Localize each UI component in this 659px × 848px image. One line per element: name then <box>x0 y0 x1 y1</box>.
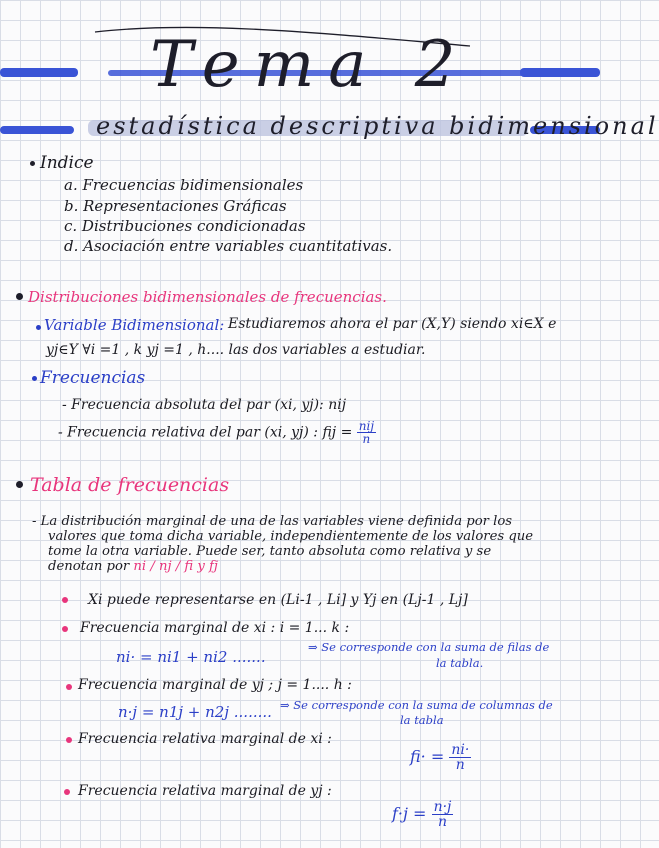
bullet-dot <box>64 789 70 795</box>
frecuencia-marginal-xi: Frecuencia marginal de xi : i = 1... k : <box>80 620 350 636</box>
bullet-dot <box>62 597 68 603</box>
page-subtitle: estadística descriptiva bidimensional <box>96 112 659 140</box>
fraction-numerator: nij <box>358 419 375 433</box>
tabla-paragraph-line-1: - La distribución marginal de una de las variables viene definida por los <box>32 514 513 529</box>
frecuencia-marginal-yj-note-2: la tabla <box>400 713 444 727</box>
bullet-dot <box>36 325 41 330</box>
variable-text-1: Estudiaremos ahora el par (X,Y) siendo xi∈X e <box>228 316 557 332</box>
indice-item-c: c. Distribuciones condicionadas <box>64 217 306 235</box>
page-title: Tema 2 <box>150 28 470 102</box>
fraction-denominator: n <box>455 757 465 773</box>
denotan-symbols: ni / nj / fi y fj <box>133 559 218 574</box>
frecuencia-marginal-xi-formula: ni· = ni1 + ni2 ....... <box>116 648 266 666</box>
fraction-denominator: n <box>362 432 371 446</box>
frecuencia-relativa-marginal-yj: Frecuencia relativa marginal de yj : <box>78 783 332 799</box>
variable-label: Variable Bidimensional: <box>44 316 225 334</box>
denotan-prefix: denotan por <box>48 559 130 574</box>
tabla-paragraph-line-2: valores que toma dicha variable, independientemente de los valores que <box>48 529 534 544</box>
formula-lhs: fi· = <box>410 747 445 766</box>
frecuencia-relativa-marginal-yj-formula <box>392 800 453 829</box>
bullet-dot <box>32 376 37 381</box>
frecuencia-relativa-text: - Frecuencia relativa del par (xi, yj) : fij = <box>58 424 353 441</box>
frecuencia-marginal-xi-note-1: ⇒ Se corresponde con la suma de filas de <box>308 640 550 654</box>
bullet-dot <box>16 293 23 300</box>
fraction-denominator: n <box>437 814 447 830</box>
indice-item-a: a. Frecuencias bidimensionales <box>64 176 304 194</box>
fraction-numerator: n·j <box>433 799 452 815</box>
formula-fraction <box>449 743 471 772</box>
indice-item-d: d. Asociación entre variables cuantitativas. <box>64 237 393 255</box>
bullet-dot <box>30 161 35 166</box>
frecuencia-marginal-yj-note-1: ⇒ Se corresponde con la suma de columnas de <box>280 698 553 712</box>
frecuencia-marginal-yj: Frecuencia marginal de yj ; j = 1.... h : <box>78 677 352 693</box>
bullet-dot <box>62 626 68 632</box>
title-band-left <box>0 68 78 77</box>
bullet-dot <box>16 481 23 488</box>
tabla-paragraph-line-4 <box>48 559 218 574</box>
formula-fraction <box>432 800 454 829</box>
bullet-dot <box>66 737 72 743</box>
indice-item-b: b. Representaciones Gráficas <box>64 197 287 215</box>
frecuencia-relativa <box>58 420 376 445</box>
frecuencia-relativa-fraction <box>357 420 376 445</box>
frecuencia-relativa-marginal-xi: Frecuencia relativa marginal de xi : <box>78 731 332 747</box>
formula-lhs: f·j = <box>392 804 427 823</box>
frecuencia-marginal-yj-formula: n·j = n1j + n2j ........ <box>118 703 272 721</box>
indice-label: Indice <box>40 153 94 173</box>
subtitle-band-left <box>0 126 74 134</box>
title-band-right <box>520 68 600 77</box>
section-heading-tabla: Tabla de frecuencias <box>30 474 230 496</box>
frecuencia-relativa-marginal-xi-formula <box>410 743 471 772</box>
section-heading-distribuciones: Distribuciones bidimensionales de frecuencias. <box>28 288 387 306</box>
frecuencias-label: Frecuencias <box>40 368 146 388</box>
tabla-paragraph-line-3: tome la otra variable. Puede ser, tanto absoluta como relativa y se <box>48 544 492 559</box>
frecuencia-marginal-xi-note-2: la tabla. <box>436 656 484 670</box>
variable-text-2: yj∈Y ∀i =1 , k yj =1 , h.... las dos variables a estudiar. <box>46 342 426 358</box>
bullet-dot <box>66 684 72 690</box>
xi-representation: Xi puede representarse en (Li-1 , Li] y Yj en (Lj-1 , Lj] <box>88 592 468 608</box>
frecuencia-absoluta: - Frecuencia absoluta del par (xi, yj): nij <box>62 397 347 413</box>
fraction-numerator: ni· <box>451 742 470 758</box>
